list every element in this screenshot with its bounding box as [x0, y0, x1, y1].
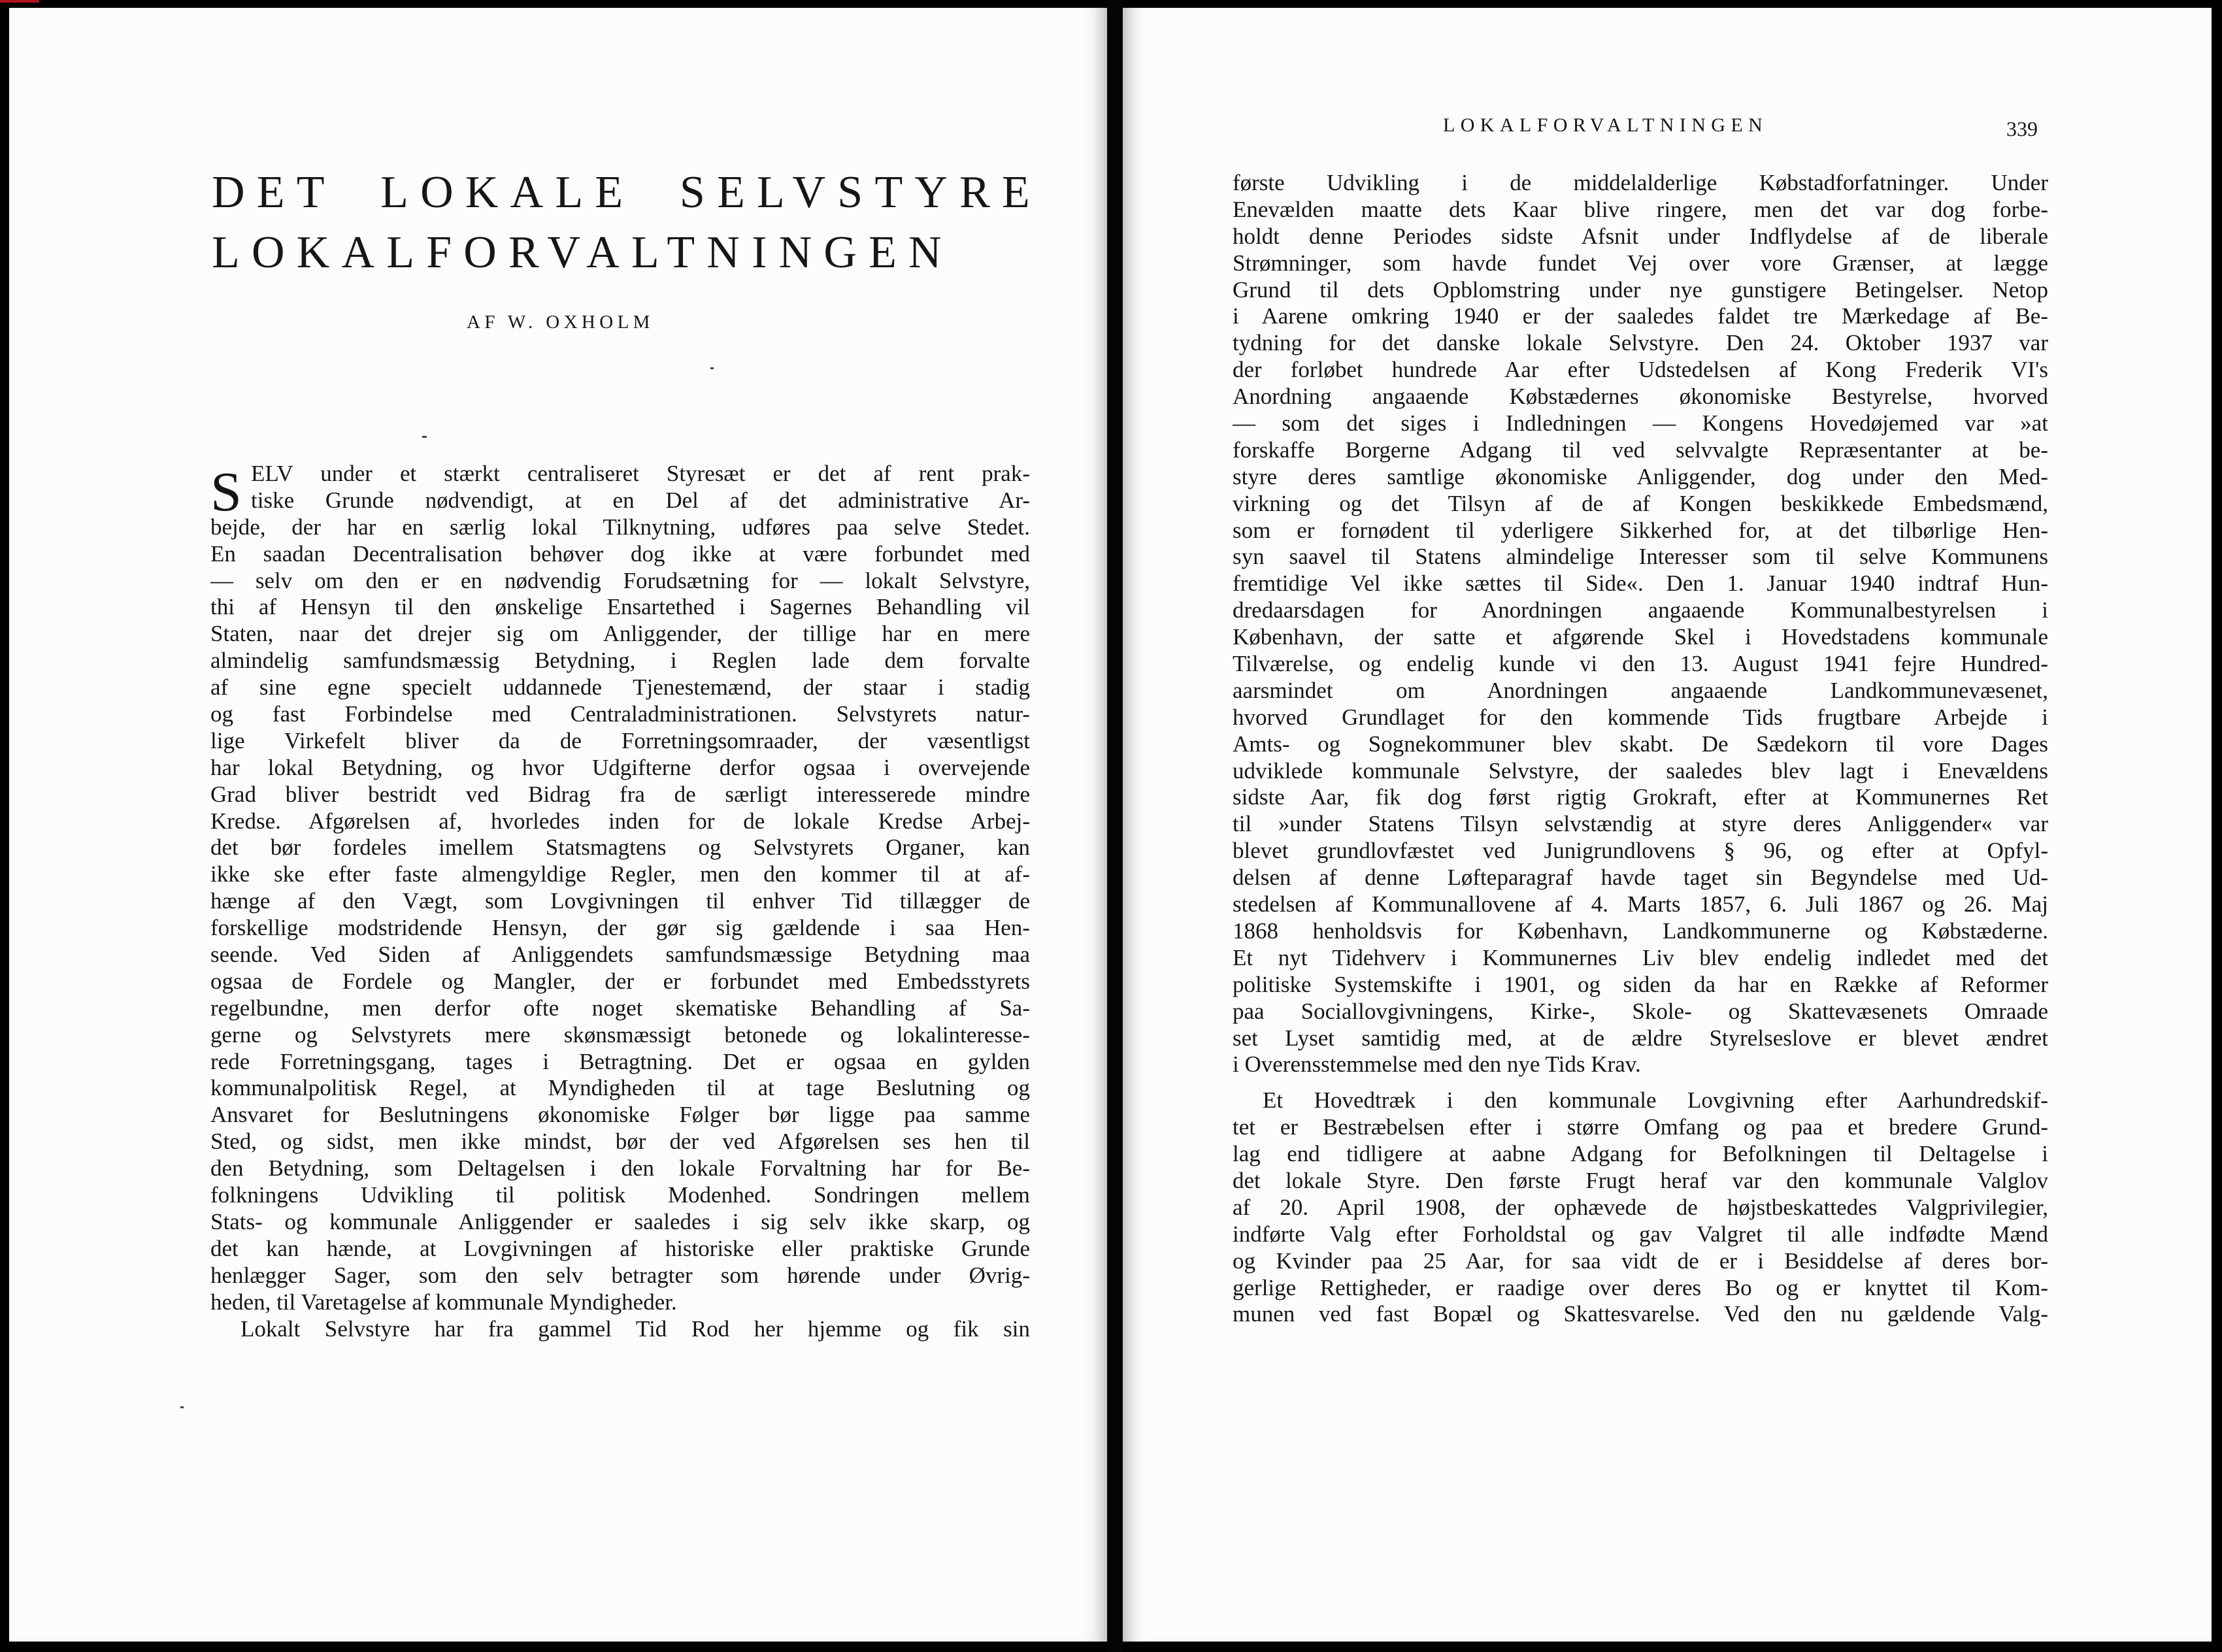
article-title-line-1: DET LOKALE SELVSTYRE — [212, 167, 1042, 218]
text-line: thi af Hensyn til den ønskelige Ensartethed i Sagernes Behandling vil — [210, 594, 1030, 620]
text-line: som er fornødent til yderligere Sikkerhed for, at det tilbørlige Hen- — [1233, 517, 2048, 543]
text-line: almindelig samfundsmæssig Betydning, i Reglen lade dem forvalte — [210, 648, 1030, 674]
text-line: regelbundne, men derfor ofte noget skematiske Behandling af Sa- — [210, 995, 1030, 1021]
text-line: Enevælden maatte dets Kaar blive ringere, men det var dog forbe- — [1233, 196, 2048, 222]
left-body-text — [210, 461, 1030, 1342]
paper-speck — [180, 1406, 184, 1408]
article-title-line-2: LOKALFORVALTNINGEN — [212, 227, 953, 278]
text-line: til »under Statens Tilsyn selvstændig at styre deres Anliggender« var — [1233, 811, 2048, 837]
text-line: Et Hovedtræk i den kommunale Lovgivning efter Aarhundredskif- — [1263, 1087, 2048, 1114]
text-line: København, der satte et afgørende Skel i Hovedstadens kommunale — [1233, 624, 2048, 650]
running-head: LOKALFORVALTNINGEN — [1443, 114, 1768, 136]
page-number: 339 — [2006, 117, 2038, 140]
text-line: En saadan Decentralisation behøver dog ikke at være forbundet med — [210, 540, 1030, 567]
text-line: første Udvikling i de middelalderlige Købstadforfatninger. Under — [1233, 170, 2048, 195]
text-line: Stats- og kommunale Anliggender er saaledes i sig selv ikke skarp, og — [210, 1208, 1030, 1234]
text-line: Grad bliver bestridt ved Bidrag fra de særligt interesserede mindre — [210, 781, 1030, 807]
text-line: gerlige Rettigheder, er raadige over deres Bo og er knyttet til Kom- — [1233, 1274, 2048, 1300]
book-gutter — [1107, 0, 1123, 1652]
text-line: Et nyt Tidehverv i Kommunernes Liv blev endelig indledet med det — [1233, 944, 2048, 970]
text-line: sidste Aar, fik dog først rigtig Grokraft, efter at Kommunernes Ret — [1233, 784, 2048, 810]
text-line: Lokalt Selvstyre har fra gammel Tid Rod her hjemme og fik sin — [240, 1315, 1030, 1342]
right-page — [1123, 8, 2212, 1642]
text-line: folkningens Udvikling til politisk Modenhed. Sondringen mellem — [210, 1182, 1030, 1208]
text-line: henlægger Sager, som den selv betragter som hørende under Øvrig- — [210, 1262, 1030, 1288]
text-line: i Overensstemmelse med den nye Tids Krav. — [1233, 1051, 1641, 1078]
paper-speck — [422, 436, 427, 438]
text-line: Sted, og sidst, men ikke mindst, bør der ved Afgørelsen ses hen til — [210, 1129, 1030, 1155]
text-line: lige Virkefelt bliver da de Forretningsomraader, der væsentligst — [210, 727, 1030, 753]
text-line: syn saavel til Statens almindelige Interesser som til selve Kommunens — [1233, 544, 2048, 570]
text-line: udviklede kommunale Selvstyre, der saaledes blev lagt i Enevældens — [1233, 757, 2048, 784]
text-line: 1868 henholdsvis for København, Landkommunerne og Købstæderne. — [1233, 917, 2048, 944]
text-line: lag end tidligere at aabne Adgang for Befolkningen til Deltagelse i — [1233, 1141, 2048, 1167]
scan-edge-mark — [0, 0, 39, 3]
right-body-text — [1233, 170, 2048, 1328]
text-line: det kan hænde, at Lovgivningen af historiske eller praktiske Grunde — [210, 1235, 1030, 1261]
text-line: politiske Systemskifte i 1901, og siden da har en Række af Reformer — [1233, 971, 2048, 997]
text-line: af 20. April 1908, der ophævede de højstbeskattedes Valgprivilegier, — [1233, 1194, 2048, 1220]
text-line: blevet grundlovfæstet ved Junigrundlovens § 96, og efter at Opfyl- — [1233, 838, 2048, 864]
text-line: dredaarsdagen for Anordningen angaaende Kommunalbestyrelsen i — [1233, 597, 2048, 623]
text-line: Tilværelse, og endelig kunde vi den 13. August 1941 fejre Hundred- — [1233, 651, 2048, 677]
text-line: delsen af denne Løfteparagraf havde taget sin Begyndelse med Ud- — [1233, 865, 2048, 891]
text-line: holdt denne Periodes sidste Afsnit under Indflydelse af de liberale — [1233, 223, 2048, 249]
text-line: ikke ske efter faste almengyldige Regler, men den kommer til at af- — [210, 861, 1030, 887]
text-line: set Lyset samtidig med, at de ældre Styrelseslove er blevet ændret — [1233, 1025, 2048, 1051]
text-line: Kredse. Afgørelsen af, hvorledes inden for de lokale Kredse Arbej- — [210, 808, 1030, 834]
text-line: Strømninger, som havde fundet Vej over vore Grænser, at lægge — [1233, 250, 2048, 276]
text-line: aarsmindet om Anordningen angaaende Landkommunevæsenet, — [1233, 677, 2048, 703]
text-line: forskellige modstridende Hensyn, der gør sig gældende i saa Hen- — [210, 915, 1030, 941]
text-line: — som det siges i Indledningen — Kongens Hovedøjemed var »at — [1233, 410, 2048, 437]
text-line: kommunalpolitisk Regel, at Myndigheden til at tage Beslutning og — [210, 1075, 1030, 1101]
text-line: bejde, der har en særlig lokal Tilknytning, udføres paa selve Stedet. — [210, 514, 1030, 540]
text-line: Staten, naar det drejer sig om Anliggender, der tillige har en mere — [210, 621, 1030, 647]
text-line: ogsaa de Fordele og Mangler, der er forbundet med Embedsstyrets — [210, 968, 1030, 994]
paragraph-gap — [1233, 1078, 2048, 1087]
text-line: den Betydning, som Deltagelsen i den lokale Forvaltning har for Be- — [210, 1155, 1030, 1181]
text-line: rede Forretningsgang, tages i Betragtning. Det er ogsaa en gylden — [210, 1048, 1030, 1074]
text-line: Amts- og Sognekommuner blev skabt. De Sædekorn til vore Dages — [1233, 731, 2048, 757]
text-line: af sine egne specielt uddannede Tjenestemænd, der staar i stadig — [210, 674, 1030, 701]
text-line: ELV under et stærkt centraliseret Styresæt er det af rent prak- — [251, 461, 1030, 486]
text-line: — selv om den er en nødvendig Forudsætning for — lokalt Selvstyre, — [210, 567, 1030, 593]
text-line: styre deres samtlige økonomiske Anliggender, dog under den Med- — [1233, 463, 2048, 489]
text-line: hænge af den Vægt, som Lovgivningen til enhver Tid tillægger de — [210, 888, 1030, 914]
text-line: Anordning angaaende Købstædernes økonomiske Bestyrelse, hvorved — [1233, 384, 2048, 410]
text-line: og fast Forbindelse med Centraladministrationen. Selvstyrets natur- — [210, 701, 1030, 727]
drop-cap: S — [210, 460, 242, 523]
text-line: tet er Bestræbelsen efter i større Omfang og paa et bredere Grund- — [1233, 1114, 2048, 1140]
text-line: fremtidige Vel ikke sættes til Side«. Den 1. Januar 1940 indtraf Hun- — [1233, 570, 2048, 597]
text-line: paa Sociallovgivningens, Kirke-, Skole- og Skattevæsenets Omraade — [1233, 998, 2048, 1024]
text-line: Grund til dets Opblomstring under nye gunstigere Betingelser. Netop — [1233, 276, 2048, 303]
text-line: tydning for det danske lokale Selvstyre. Den 24. Oktober 1937 var — [1233, 330, 2048, 356]
author-byline: AF W. OXHOLM — [467, 312, 654, 333]
text-line: der forløbet hundrede Aar efter Udstedelsen af Kong Frederik VI's — [1233, 357, 2048, 383]
text-line: hvorved Grundlaget for den kommende Tids frugtbare Arbejde i — [1233, 704, 2048, 730]
text-line: det lokale Styre. Den første Frugt heraf var den kommunale Valglov — [1233, 1167, 2048, 1193]
text-line: det bør fordeles imellem Statsmagtens og Selvstyrets Organer, kan — [210, 834, 1030, 861]
text-line: i Aarene omkring 1940 er der saaledes faldet tre Mærkedage af Be- — [1233, 303, 2048, 329]
text-line: virkning og det Tilsyn af de af Kongen beskikkede Embedsmænd, — [1233, 490, 2048, 516]
text-line: munen ved fast Bopæl og Skattesvarelse. Ved den nu gældende Valg- — [1233, 1301, 2048, 1327]
text-line: stedelsen af Kommunallovene af 4. Marts 1857, 6. Juli 1867 og 26. Maj — [1233, 891, 2048, 917]
text-line: forskaffe Borgerne Adgang til ved selvvalgte Repræsentanter at be- — [1233, 437, 2048, 463]
text-line: seende. Ved Siden af Anliggendets samfundsmæssige Betydning maa — [210, 942, 1030, 968]
text-line: heden, til Varetagelse af kommunale Myndigheder. — [210, 1289, 677, 1315]
text-line: gerne og Selvstyrets mere skønsmæssigt betonede og lokalinteresse- — [210, 1021, 1030, 1048]
left-page — [9, 8, 1107, 1642]
text-line: indførte Valg efter Forholdstal og gav Valgret til alle indfødte Mænd — [1233, 1221, 2048, 1247]
text-line: har lokal Betydning, og hvor Udgifterne derfor ogsaa i overvejende — [210, 754, 1030, 780]
paper-speck — [710, 367, 714, 369]
text-line: Ansvaret for Beslutningens økonomiske Følger bør ligge paa samme — [210, 1102, 1030, 1128]
text-line: tiske Grunde nødvendigt, at en Del af det administrative Ar- — [251, 487, 1030, 513]
text-line: og Kvinder paa 25 Aar, for saa vidt de er i Besiddelse af deres bor- — [1233, 1247, 2048, 1274]
